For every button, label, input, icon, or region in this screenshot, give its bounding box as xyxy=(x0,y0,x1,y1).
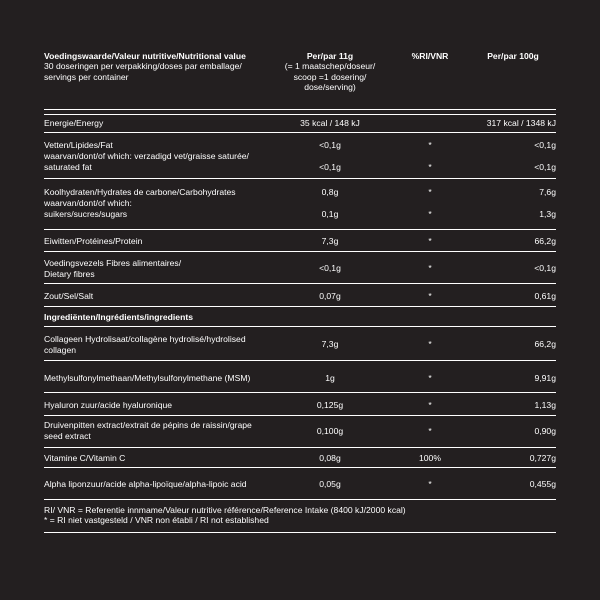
divider xyxy=(44,326,556,327)
row-serving-value: 7,3g xyxy=(321,339,339,349)
row-per100-value: 1,13g xyxy=(534,400,556,410)
divider xyxy=(44,499,556,500)
row-ri-value: 100% xyxy=(419,453,441,463)
divider xyxy=(44,132,556,133)
row-label: waarvan/dont/of which: verzadigd vet/graisse saturée/ saturated fat xyxy=(44,151,249,172)
row-ri-value: * xyxy=(428,236,432,246)
divider xyxy=(44,306,556,307)
row-serving-value: 0,08g xyxy=(319,453,341,463)
row-ri-value: * xyxy=(428,339,432,349)
divider xyxy=(44,447,556,448)
row-ri-value: * xyxy=(428,373,432,383)
col-header-serving: Per/par 11g xyxy=(306,51,354,61)
divider xyxy=(44,251,556,252)
divider xyxy=(44,467,556,468)
divider xyxy=(44,415,556,416)
row-serving-value: 1g xyxy=(325,373,335,383)
row-label: Zout/Sel/Salt xyxy=(44,291,94,301)
col-header-serving-note: (= 1 maatschep/doseur/ scoop =1 dosering/ dose/serving) xyxy=(284,61,376,92)
divider xyxy=(44,114,556,115)
row-per100-value: 0,455g xyxy=(529,479,556,489)
row-serving-value: <0,1g xyxy=(319,140,341,150)
row-label: Methylsulfonylmethaan/Methylsulfonylmethane (MSM) xyxy=(44,373,251,383)
row-per100-value: 317 kcal / 1348 kJ xyxy=(486,118,556,128)
row-label: Koolhydraten/Hydrates de carbone/Carbohydrates xyxy=(44,187,236,197)
row-label: Voedingsvezels Fibres alimentaires/ Dietary fibres xyxy=(44,258,182,279)
row-serving-value: 35 kcal / 148 kJ xyxy=(300,118,360,128)
row-per100-value: 66,2g xyxy=(534,339,556,349)
table-title: Voedingswaarde/Valeur nutritive/Nutritional value xyxy=(44,51,246,61)
row-serving-value: 0,07g xyxy=(319,291,341,301)
divider xyxy=(44,283,556,284)
row-serving-value: 7,3g xyxy=(321,236,339,246)
divider xyxy=(44,229,556,230)
row-per100-value: <0,1g xyxy=(534,140,556,150)
row-ri-value: * xyxy=(428,400,432,410)
row-per100-value: 0,727g xyxy=(529,453,556,463)
footnote-not-established: * = RI niet vastgesteld / VNR non établi / RI not established xyxy=(44,515,269,525)
row-ri-value: * xyxy=(428,162,432,172)
row-ri-value: * xyxy=(428,263,432,273)
row-label: Eiwitten/Protéines/Protein xyxy=(44,236,143,246)
row-label: Druivenpitten extract/extrait de pépins de raissin/grape seed extract xyxy=(44,420,252,441)
footnote-reference-intake: RI/ VNR = Referentie innmame/Valeur nutritive référence/Reference Intake (8400 kJ/2000 kcal) xyxy=(44,505,406,515)
row-per100-value: 7,6g xyxy=(539,187,556,197)
col-header-ri: %RI/VNR xyxy=(411,51,449,61)
row-serving-value: 0,1g xyxy=(321,209,339,219)
row-serving-value: <0,1g xyxy=(319,162,341,172)
row-per100-value: 66,2g xyxy=(534,236,556,246)
row-label: Energie/Energy xyxy=(44,118,104,128)
row-label: Alpha liponzuur/acide alpha-lipoïque/alpha-lipoic acid xyxy=(44,479,247,489)
col-header-per100: Per/par 100g xyxy=(487,51,539,61)
row-serving-value: <0,1g xyxy=(319,263,341,273)
divider xyxy=(44,360,556,361)
row-ri-value: * xyxy=(428,426,432,436)
row-per100-value: <0,1g xyxy=(534,162,556,172)
row-label: Hyaluron zuur/acide hyaluronique xyxy=(44,400,173,410)
servings-per-container: 30 doseringen per verpakking/doses par emballage/ servings per container xyxy=(44,61,242,82)
divider xyxy=(44,392,556,393)
row-serving-value: 0,100g xyxy=(316,426,344,436)
row-label: Vetten/Lipides/Fat xyxy=(44,140,113,150)
row-ri-value: * xyxy=(428,479,432,489)
row-ri-value: * xyxy=(428,209,432,219)
row-per100-value: 0,90g xyxy=(534,426,556,436)
row-per100-value: 9,91g xyxy=(534,373,556,383)
row-ri-value: * xyxy=(428,291,432,301)
row-ri-value: * xyxy=(428,140,432,150)
divider xyxy=(44,532,556,533)
row-label: Vitamine C/Vitamin C xyxy=(44,453,126,463)
row-per100-value: 0,61g xyxy=(534,291,556,301)
divider xyxy=(44,178,556,179)
row-per100-value: <0,1g xyxy=(534,263,556,273)
row-per100-value: 1,3g xyxy=(539,209,556,219)
row-label: Collageen Hydrolisaat/collagène hydrolisé/hydrolised collagen xyxy=(44,334,246,355)
row-serving-value: 0,05g xyxy=(319,479,341,489)
row-label: waarvan/dont/of which: suikers/sucres/sugars xyxy=(44,198,132,219)
row-serving-value: 0,8g xyxy=(321,187,339,197)
ingredients-heading: Ingrediënten/Ingrédients/ingredients xyxy=(44,312,193,322)
row-serving-value: 0,125g xyxy=(316,400,344,410)
row-ri-value: * xyxy=(428,187,432,197)
divider xyxy=(44,109,556,110)
